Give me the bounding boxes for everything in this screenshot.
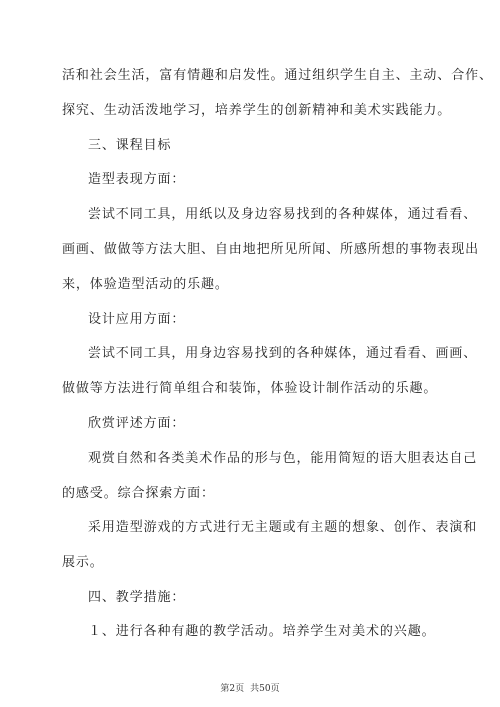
paragraph-line-5: 尝试不同工具，用纸以及身边容易找到的各种媒体，通过看看、: [88, 207, 478, 222]
subheading-modeling: 造型表现方面：: [88, 172, 186, 187]
page-total: 共50页: [250, 684, 280, 694]
paragraph-line-9: 尝试不同工具，用身边容易找到的各种媒体，通过看看、画画、: [88, 346, 478, 361]
paragraph-line-15: 展示。: [62, 555, 104, 570]
page-number: 第2页: [220, 684, 245, 694]
paragraph-line-2: 探究、生动活泼地学习，培养学生的创新精神和美术实践能力。: [62, 103, 452, 118]
page-footer: [0, 683, 500, 695]
section-heading-teaching-measures: 四、教学措施：: [88, 590, 186, 605]
paragraph-line-14: 采用造型游戏的方式进行无主题或有主题的想象、创作、表演和: [88, 520, 478, 535]
paragraph-line-13: 的感受。综合探索方面：: [62, 486, 215, 501]
paragraph-line-12: 观赏自然和各类美术作品的形与色，能用简短的语大胆表达自己: [88, 451, 478, 466]
paragraph-line-1: 活和社会生活，富有情趣和启发性。通过组织学生自主、主动、合作、: [62, 68, 493, 83]
section-heading-course-goals: 三、课程目标: [88, 138, 172, 153]
paragraph-line-6: 画画、做做等方法大胆、自由地把所见所闻、所感所想的事物表现出: [62, 242, 480, 257]
subheading-appreciation: 欣赏评述方面：: [88, 416, 186, 431]
list-item-1: １、进行各种有趣的教学活动。培养学生对美术的兴趣。: [88, 624, 436, 639]
paragraph-line-10: 做做等方法进行简单组合和装饰，体验设计制作活动的乐趣。: [62, 381, 438, 396]
subheading-design: 设计应用方面：: [88, 312, 186, 327]
paragraph-line-7: 来，体验造型活动的乐趣。: [62, 277, 229, 292]
